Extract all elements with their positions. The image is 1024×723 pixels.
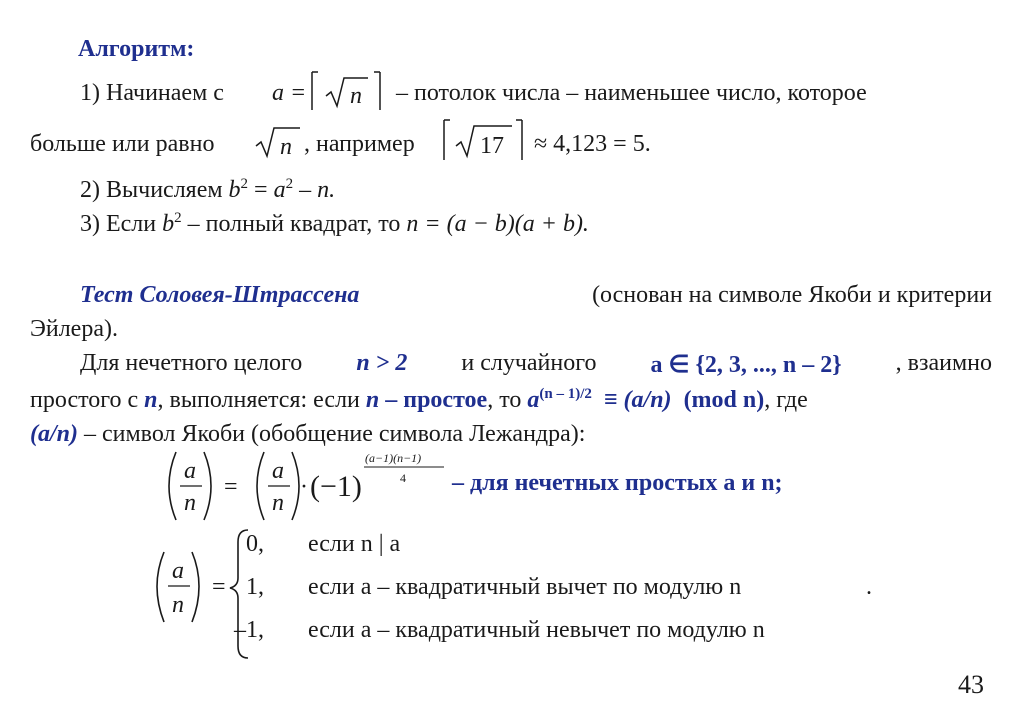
ceil-sqrt-17 (440, 118, 530, 164)
example-result: ≈ 4,123 = 5. (534, 131, 651, 157)
formula2-lhs (148, 526, 258, 666)
ceil-sqrt-n-arg: n (350, 83, 362, 109)
test-p1: Для нечетного целого n > 2 и случайного a ∈ {2, 3, ..., n – 2} , взаимно (80, 350, 992, 378)
case-value-1: 1, (246, 574, 264, 600)
test-line2: Эйлера). (30, 316, 118, 342)
step1-prefix: 1) Начинаем с (80, 80, 224, 106)
page-number: 43 (958, 670, 984, 699)
formula1-minus-one: (−1) (310, 470, 362, 503)
test-title: Тест Соловея-Штрассена (80, 282, 360, 308)
step1-line2-mid: , например (304, 131, 415, 157)
case-cond-2: если a – квадратичный невычет по модулю n (308, 617, 765, 643)
sqrt-n (254, 122, 304, 162)
formula1-exp-num: (a−1)(n−1) (365, 451, 422, 465)
test-title-rest: (основан на символе Якоби и критерии (592, 282, 992, 308)
step1-formula-lhs: a = (272, 80, 307, 106)
algorithm-heading: Алгоритм: (78, 36, 195, 62)
formula2-den: n (172, 592, 184, 618)
case-cond-1: если a – квадратичный вычет по модулю n (308, 574, 742, 600)
formula1-eq: = (224, 474, 238, 500)
formula1-dot: · (300, 474, 308, 500)
formula1-exp-den: 4 (400, 471, 406, 485)
formula1-den1: n (184, 490, 196, 516)
case-value-2: –1, (234, 617, 264, 643)
case-cond-0: если n | a (308, 531, 401, 557)
sqrt-n-arg: n (280, 134, 292, 160)
formula1-tail: – для нечетных простых a и n; (452, 470, 783, 496)
test-p3: (a/n) – символ Якоби (обобщение символа Лежандра): (30, 421, 586, 447)
step1-line2-prefix: больше или равно (30, 131, 215, 157)
formula2-eq: = (212, 574, 226, 600)
formula1-num2: a (272, 458, 284, 484)
test-p2: простого с n, выполняется: если n – простое, то $a^{(n - 1)/2} \equiv (a/n)$ (mod n), где (30, 386, 808, 413)
formula2-num: a (172, 558, 184, 584)
test-title-line (80, 282, 992, 309)
formula2-period: . (866, 574, 872, 600)
step3: 3) Если $b^2$ – полный квадрат, то n = (a − b)(a + b). (80, 210, 589, 237)
step1-suffix: – потолок числа – наименьшее число, которое (396, 80, 867, 106)
case-value-0: 0, (246, 531, 264, 557)
ceil-sqrt-17-arg: 17 (480, 133, 504, 159)
step2: 2) Вычисляем $b^2 = a^2 - n$. (80, 176, 336, 203)
formula1 (160, 446, 460, 526)
formula1-num1: a (184, 458, 196, 484)
ceil-sqrt-n (308, 70, 388, 114)
formula1-den2: n (272, 490, 284, 516)
